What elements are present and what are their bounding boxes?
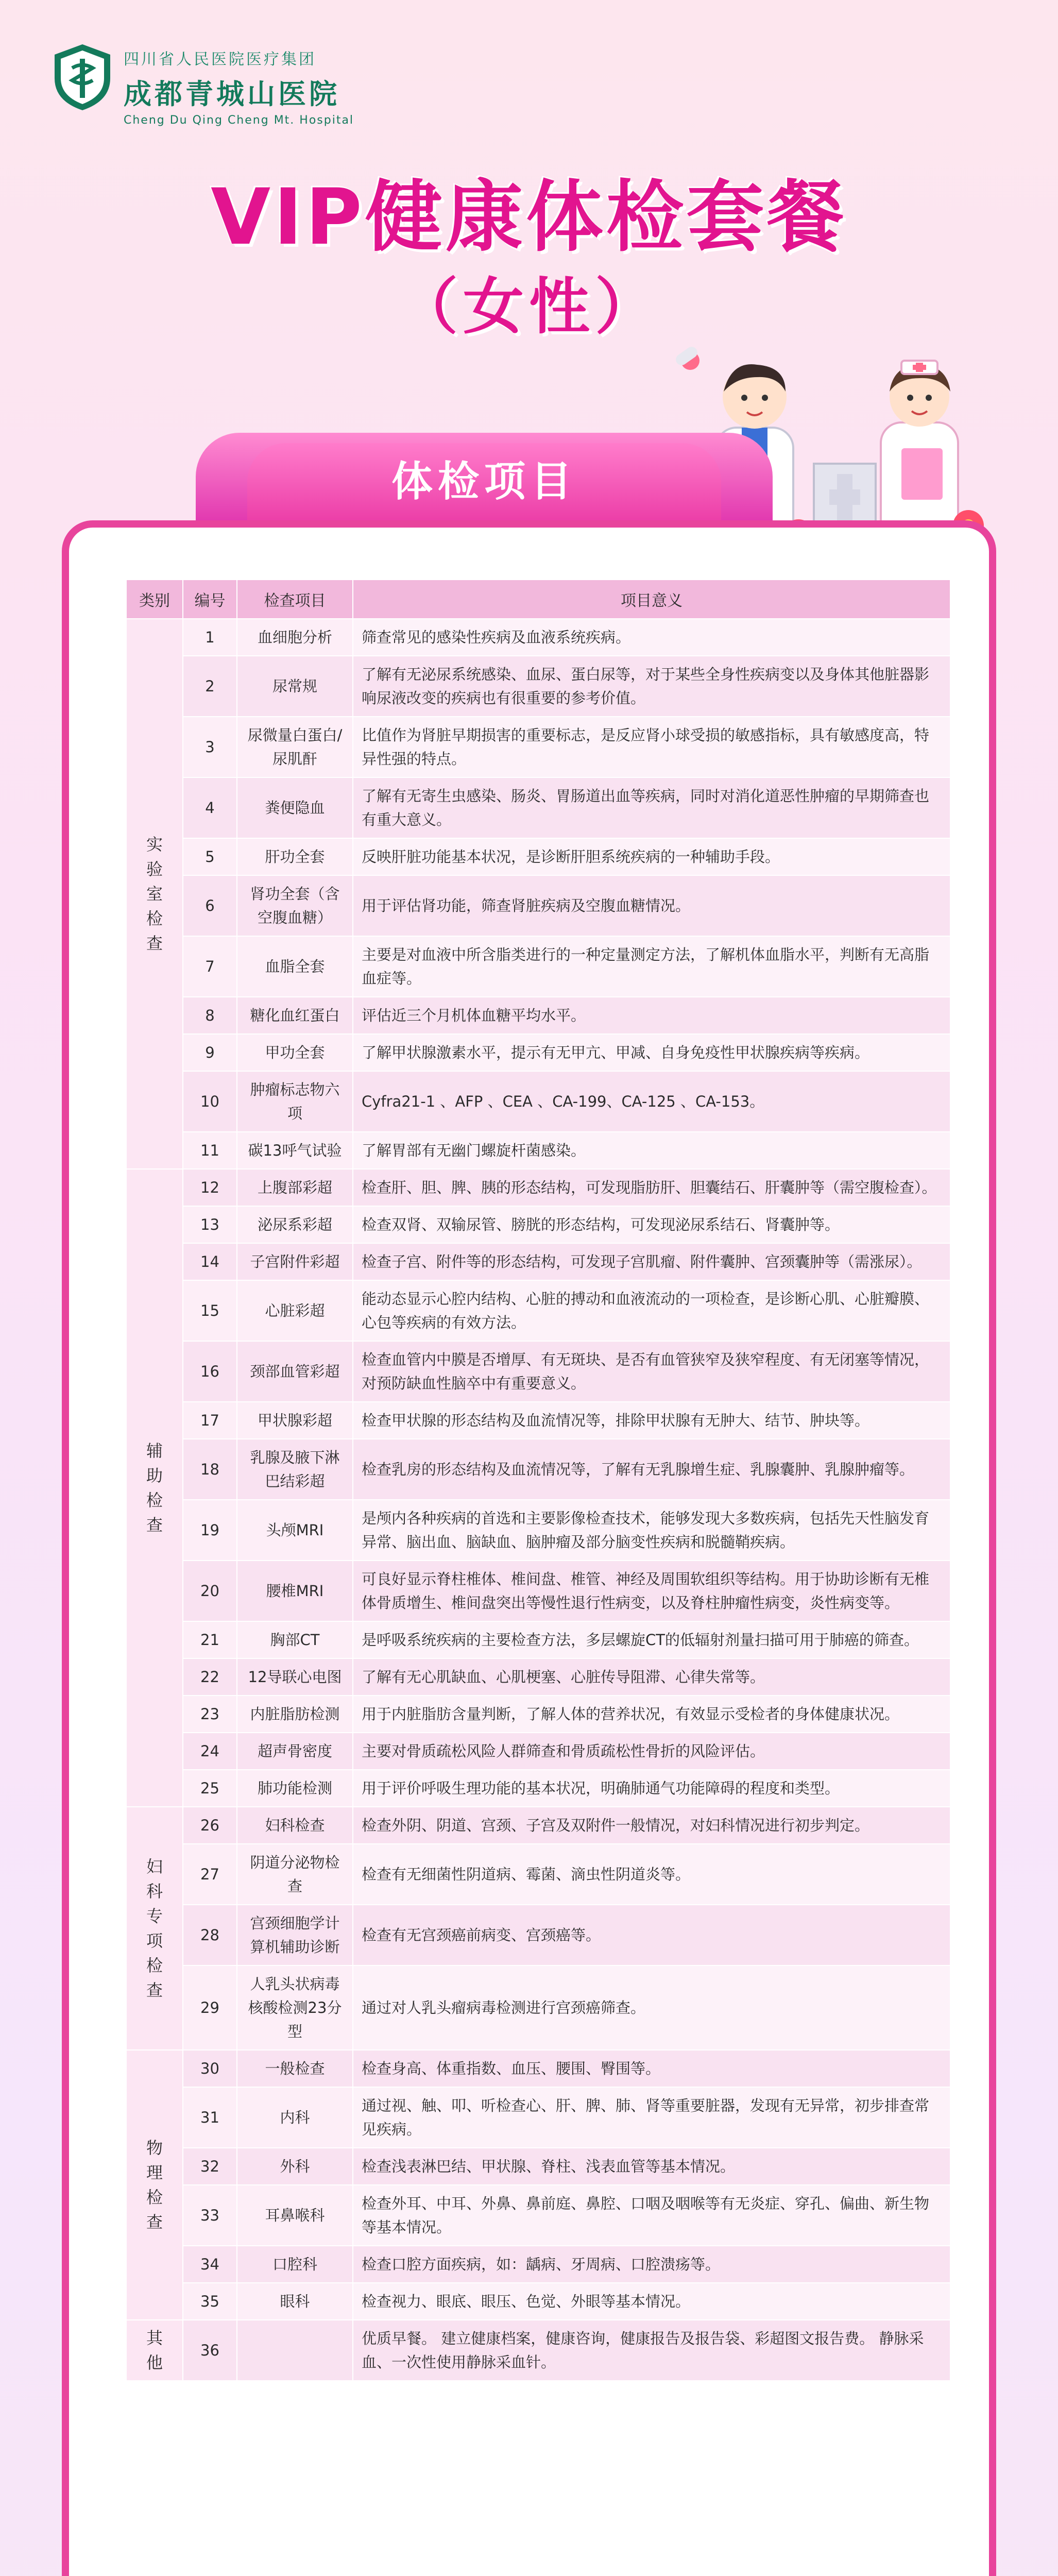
table-row <box>126 2283 950 2320</box>
table-row <box>126 1243 950 1280</box>
item-number: 27 <box>183 1844 237 1905</box>
item-number: 21 <box>183 1621 237 1658</box>
items-table-body <box>126 619 950 2381</box>
item-number: 35 <box>183 2283 237 2320</box>
item-name: 碳13呼气试验 <box>237 1132 353 1169</box>
item-number: 10 <box>183 1071 237 1132</box>
table-row <box>126 1206 950 1243</box>
item-meaning: 检查外耳、中耳、外鼻、鼻前庭、鼻腔、口咽及咽喉等有无炎症、穿孔、偏曲、新生物等基本情况。 <box>353 2185 950 2246</box>
item-number: 6 <box>183 875 237 936</box>
item-name: 泌尿系彩超 <box>237 1206 353 1243</box>
item-number: 16 <box>183 1341 237 1402</box>
item-name: 腰椎MRI <box>237 1561 353 1621</box>
item-name: 粪便隐血 <box>237 777 353 838</box>
item-number: 2 <box>183 656 237 717</box>
category-label: 辅助检查 <box>146 1441 163 1535</box>
item-number: 7 <box>183 936 237 997</box>
item-name: 12导联心电图 <box>237 1658 353 1696</box>
table-row <box>126 2246 950 2283</box>
table-row <box>126 1965 950 2050</box>
item-number: 3 <box>183 717 237 777</box>
item-name: 眼科 <box>237 2283 353 2320</box>
item-meaning: 检查子宫、附件等的形态结构，可发现子宫肌瘤、附件囊肿、宫颈囊肿等（需涨尿）。 <box>353 1243 950 1280</box>
item-number: 8 <box>183 997 237 1034</box>
hospital-name-block <box>124 46 354 127</box>
item-name: 甲状腺彩超 <box>237 1402 353 1439</box>
table-row <box>126 1658 950 1696</box>
item-meaning: 是呼吸系统疾病的主要检查方法，多层螺旋CT的低辐射剂量扫描可用于肺癌的筛查。 <box>353 1621 950 1658</box>
item-meaning: 了解有无泌尿系统感染、血尿、蛋白尿等，对于某些全身性疾病变以及身体其他脏器影响尿液改变的疾病也有很重要的参考价值。 <box>353 656 950 717</box>
items-card <box>62 520 996 2576</box>
item-name: 子宫附件彩超 <box>237 1243 353 1280</box>
item-number: 29 <box>183 1965 237 2050</box>
item-number: 11 <box>183 1132 237 1169</box>
item-number: 36 <box>183 2320 237 2381</box>
category-cell <box>126 2050 183 2320</box>
item-number: 5 <box>183 838 237 875</box>
item-number: 24 <box>183 1733 237 1770</box>
item-number: 22 <box>183 1658 237 1696</box>
item-name: 阴道分泌物检查 <box>237 1844 353 1905</box>
item-number: 33 <box>183 2185 237 2246</box>
item-number: 4 <box>183 777 237 838</box>
category-label: 其他 <box>146 2328 163 2372</box>
item-meaning: 用于内脏脂肪含量判断，了解人体的营养状况，有效显示受检者的身体健康状况。 <box>353 1696 950 1733</box>
item-number: 12 <box>183 1169 237 1206</box>
table-row <box>126 1807 950 1844</box>
category-label: 实验室检查 <box>146 835 163 953</box>
item-meaning: 评估近三个月机体血糖平均水平。 <box>353 997 950 1034</box>
table-row <box>126 1169 950 1206</box>
table-row <box>126 1500 950 1561</box>
item-meaning: 检查甲状腺的形态结构及血流情况等，排除甲状腺有无肿大、结节、肿块等。 <box>353 1402 950 1439</box>
item-meaning: 主要是对血液中所含脂类进行的一种定量测定方法，了解机体血脂水平，判断有无高脂血症等。 <box>353 936 950 997</box>
item-meaning: 可良好显示脊柱椎体、椎间盘、椎管、神经及周围软组织等结构。用于协助诊断有无椎体骨质增生、椎间盘突出等慢性退行性病变，以及脊柱肿瘤性病变，炎性病变等。 <box>353 1561 950 1621</box>
item-meaning: 检查血管内中膜是否增厚、有无斑块、是否有血管狭窄及狭窄程度、有无闭塞等情况，对预防缺血性脑卒中有重要意义。 <box>353 1341 950 1402</box>
table-row <box>126 656 950 717</box>
item-meaning: 比值作为肾脏早期损害的重要标志，是反应肾小球受损的敏感指标，具有敏感度高，特异性强的特点。 <box>353 717 950 777</box>
item-name: 颈部血管彩超 <box>237 1341 353 1402</box>
item-meaning: 用于评价呼吸生理功能的基本状况，明确肺通气功能障碍的程度和类型。 <box>353 1770 950 1807</box>
table-row <box>126 1034 950 1071</box>
item-name: 心脏彩超 <box>237 1280 353 1341</box>
table-row <box>126 2185 950 2246</box>
item-name: 人乳头状病毒核酸检测23分型 <box>237 1965 353 2050</box>
hospital-name-en: Cheng Du Qing Cheng Mt. Hospital <box>124 114 354 127</box>
item-meaning: 检查口腔方面疾病，如：龋病、牙周病、口腔溃疡等。 <box>353 2246 950 2283</box>
item-number: 34 <box>183 2246 237 2283</box>
category-cell <box>126 1807 183 2050</box>
item-number: 20 <box>183 1561 237 1621</box>
item-meaning: 检查视力、眼底、眼压、色觉、外眼等基本情况。 <box>353 2283 950 2320</box>
hospital-group: 四川省人民医院医疗集团 <box>124 50 316 69</box>
item-number: 1 <box>183 619 237 656</box>
item-name: 糖化血红蛋白 <box>237 997 353 1034</box>
item-name: 宫颈细胞学计算机辅助诊断 <box>237 1905 353 1965</box>
table-row <box>126 1696 950 1733</box>
item-name: 口腔科 <box>237 2246 353 2283</box>
item-name: 胸部CT <box>237 1621 353 1658</box>
table-row <box>126 1733 950 1770</box>
table-row <box>126 997 950 1034</box>
item-name: 血细胞分析 <box>237 619 353 656</box>
item-meaning: 检查有无宫颈癌前病变、宫颈癌等。 <box>353 1905 950 1965</box>
table-header-row <box>126 580 950 619</box>
item-name: 乳腺及腋下淋巴结彩超 <box>237 1439 353 1500</box>
item-meaning: 了解有无寄生虫感染、肠炎、胃肠道出血等疾病，同时对消化道恶性肿瘤的早期筛查也有重大意义。 <box>353 777 950 838</box>
table-row <box>126 1621 950 1658</box>
item-number: 15 <box>183 1280 237 1341</box>
table-row <box>126 619 950 656</box>
item-number: 9 <box>183 1034 237 1071</box>
item-meaning: 筛查常见的感染性疾病及血液系统疾病。 <box>353 619 950 656</box>
item-number: 14 <box>183 1243 237 1280</box>
item-name: 上腹部彩超 <box>237 1169 353 1206</box>
item-name: 尿微量白蛋白/尿肌酐 <box>237 717 353 777</box>
item-name: 耳鼻喉科 <box>237 2185 353 2246</box>
item-number: 30 <box>183 2050 237 2087</box>
table-row <box>126 2087 950 2148</box>
item-meaning: 了解有无心肌缺血、心肌梗塞、心脏传导阻滞、心律失常等。 <box>353 1658 950 1696</box>
item-number: 28 <box>183 1905 237 1965</box>
items-table <box>126 579 951 2381</box>
item-number: 13 <box>183 1206 237 1243</box>
item-number: 25 <box>183 1770 237 1807</box>
category-cell <box>126 619 183 1169</box>
item-name: 头颅MRI <box>237 1500 353 1561</box>
item-meaning: 检查肝、胆、脾、胰的形态结构，可发现脂肪肝、胆囊结石、肝囊肿等（需空腹检查）。 <box>353 1169 950 1206</box>
item-meaning: 用于评估肾功能，筛查肾脏疾病及空腹血糖情况。 <box>353 875 950 936</box>
hospital-name: 成都青城山医院 <box>124 78 340 110</box>
category-cell <box>126 1169 183 1807</box>
table-row <box>126 1071 950 1132</box>
item-number: 17 <box>183 1402 237 1439</box>
item-name: 肺功能检测 <box>237 1770 353 1807</box>
item-name: 内科 <box>237 2087 353 2148</box>
item-name: 一般检查 <box>237 2050 353 2087</box>
category-cell <box>126 2320 183 2381</box>
item-meaning: 主要对骨质疏松风险人群筛查和骨质疏松性骨折的风险评估。 <box>353 1733 950 1770</box>
category-label: 物理检查 <box>146 2138 163 2232</box>
header-item: 检查项目 <box>237 580 353 619</box>
item-name: 尿常规 <box>237 656 353 717</box>
page-subtitle: （女性） <box>397 271 661 342</box>
table-row <box>126 936 950 997</box>
item-number: 31 <box>183 2087 237 2148</box>
item-name: 血脂全套 <box>237 936 353 997</box>
item-number: 18 <box>183 1439 237 1500</box>
item-meaning: 检查身高、体重指数、血压、腰围、臀围等。 <box>353 2050 950 2087</box>
item-number: 26 <box>183 1807 237 1844</box>
header-number: 编号 <box>183 580 237 619</box>
item-name <box>237 2320 353 2381</box>
item-meaning: Cyfra21-1 、AFP 、CEA 、CA-199、CA-125 、CA-153。 <box>353 1071 950 1132</box>
page-title: VIP健康体检套餐 <box>211 173 847 262</box>
item-meaning: 通过视、触、叩、听检查心、肝、脾、肺、肾等重要脏器，发现有无异常，初步排查常见疾病。 <box>353 2087 950 2148</box>
item-name: 肝功全套 <box>237 838 353 875</box>
item-meaning: 了解甲状腺激素水平，提示有无甲亢、甲减、自身免疫性甲状腺疾病等疾病。 <box>353 1034 950 1071</box>
table-row <box>126 1132 950 1169</box>
table-row <box>126 1844 950 1905</box>
table-row <box>126 1770 950 1807</box>
table-row <box>126 2050 950 2087</box>
item-meaning: 了解胃部有无幽门螺旋杆菌感染。 <box>353 1132 950 1169</box>
table-row <box>126 717 950 777</box>
table-row <box>126 2320 950 2381</box>
table-row <box>126 875 950 936</box>
table-row <box>126 777 950 838</box>
header-meaning: 项目意义 <box>353 580 950 619</box>
item-name: 肿瘤标志物六项 <box>237 1071 353 1132</box>
table-row <box>126 2148 950 2185</box>
hospital-logo <box>46 41 118 113</box>
item-name: 超声骨密度 <box>237 1733 353 1770</box>
table-row <box>126 1341 950 1402</box>
item-meaning: 反映肝脏功能基本状况，是诊断肝胆系统疾病的一种辅助手段。 <box>353 838 950 875</box>
item-name: 妇科检查 <box>237 1807 353 1844</box>
item-meaning: 是颅内各种疾病的首选和主要影像检查技术，能够发现大多数疾病，包括先天性脑发育异常、脑出血、脑缺血、脑肿瘤及部分脑变性疾病和脱髓鞘疾病。 <box>353 1500 950 1561</box>
table-row <box>126 1905 950 1965</box>
item-meaning: 检查乳房的形态结构及血流情况等，了解有无乳腺增生症、乳腺囊肿、乳腺肿瘤等。 <box>353 1439 950 1500</box>
table-row <box>126 1280 950 1341</box>
item-name: 甲功全套 <box>237 1034 353 1071</box>
item-meaning: 检查浅表淋巴结、甲状腺、脊柱、浅表血管等基本情况。 <box>353 2148 950 2185</box>
item-name: 外科 <box>237 2148 353 2185</box>
item-name: 内脏脂肪检测 <box>237 1696 353 1733</box>
item-meaning: 通过对人乳头瘤病毒检测进行宫颈癌筛查。 <box>353 1965 950 2050</box>
table-row <box>126 1439 950 1500</box>
item-name: 肾功全套（含空腹血糖） <box>237 875 353 936</box>
table-row <box>126 1402 950 1439</box>
header-category: 类别 <box>126 580 183 619</box>
table-row <box>126 838 950 875</box>
table-row <box>126 1561 950 1621</box>
section-tab: 体检项目 <box>247 443 721 520</box>
item-meaning: 优质早餐。 建立健康档案，健康咨询，健康报告及报告袋、彩超图文报告费。 静脉采血、一次性使用静脉采血针。 <box>353 2320 950 2381</box>
item-meaning: 检查外阴、阴道、宫颈、子宫及双附件一般情况，对妇科情况进行初步判定。 <box>353 1807 950 1844</box>
item-number: 23 <box>183 1696 237 1733</box>
item-number: 32 <box>183 2148 237 2185</box>
item-meaning: 检查双肾、双输尿管、膀胱的形态结构，可发现泌尿系结石、肾囊肿等。 <box>353 1206 950 1243</box>
item-meaning: 能动态显示心腔内结构、心脏的搏动和血液流动的一项检查，是诊断心肌、心脏瓣膜、心包等疾病的有效方法。 <box>353 1280 950 1341</box>
item-meaning: 检查有无细菌性阴道病、霉菌、滴虫性阴道炎等。 <box>353 1844 950 1905</box>
item-number: 19 <box>183 1500 237 1561</box>
category-label: 妇科专项检查 <box>146 1857 163 2000</box>
